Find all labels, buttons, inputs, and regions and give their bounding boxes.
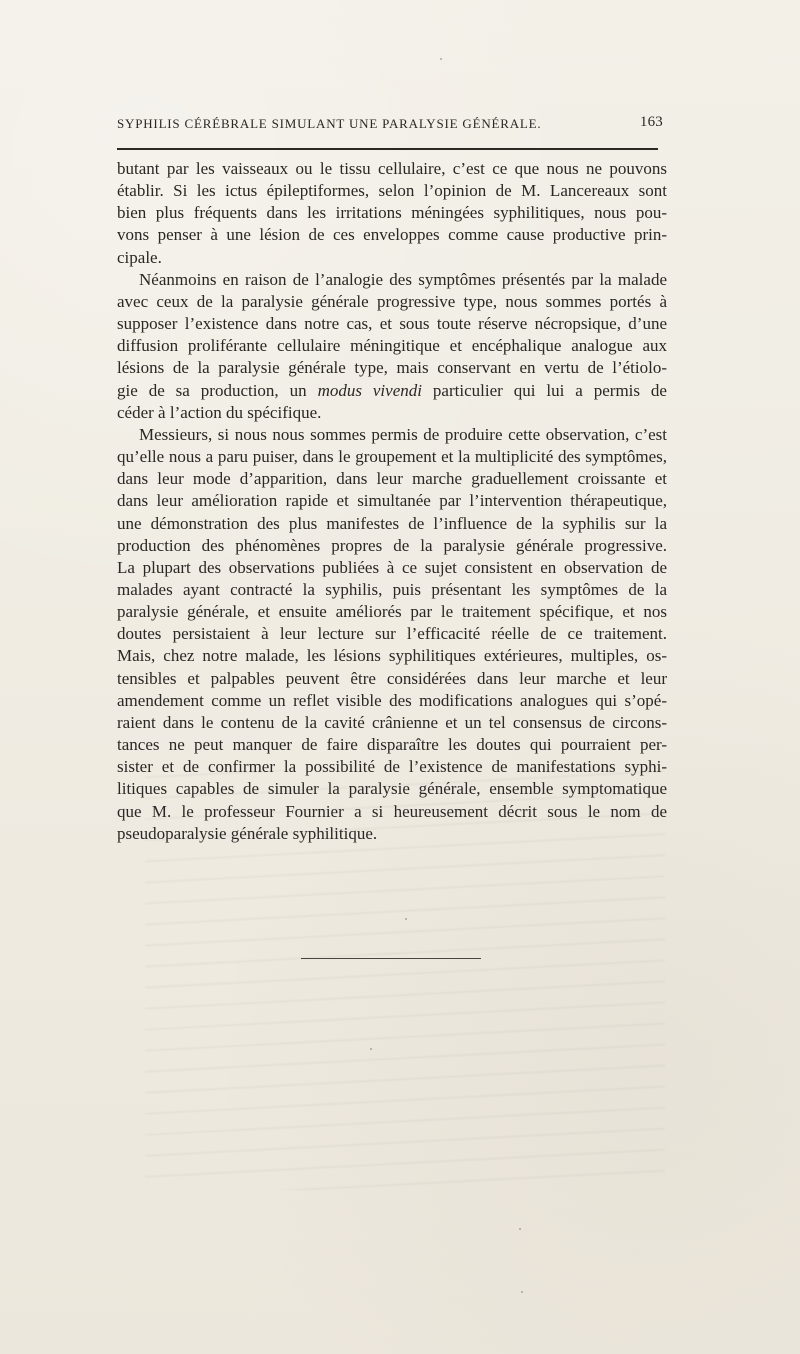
text-line: Mais, chez notre malade, les lésions syphilitiques extérieures, multiples, os-: [117, 646, 667, 666]
text-line: lésions de la paralysie générale type, mais conservant en vertu de l’étiolo-: [117, 358, 667, 378]
paper-speck: [440, 58, 442, 60]
text-line: vons penser à une lésion de ces enveloppes comme cause productive prin-: [117, 225, 667, 245]
running-title: SYPHILIS CÉRÉBRALE SIMULANT UNE PARALYSIE GÉNÉRALE.: [117, 116, 542, 131]
italic-phrase: modus vivendi: [317, 380, 422, 400]
text-line: butant par les vaisseaux ou le tissu cellulaire, c’est ce que nous ne pouvons: [117, 159, 667, 178]
text-line: doutes persistaient à leur lecture sur l’efficacité réelle de ce traitement.: [117, 624, 667, 644]
text-line: qu’elle nous a paru puiser, dans le groupement et la multiplicité des symptômes,: [117, 447, 667, 467]
text-line: avec ceux de la paralysie générale progressive type, nous sommes portés à: [117, 291, 667, 311]
text-line: que M. le professeur Fournier a si heureusement décrit sous le nom de: [117, 801, 667, 821]
text-line: Néanmoins en raison de l’analogie des symptômes présentés par la malade: [139, 269, 667, 289]
header-rule: [117, 148, 658, 150]
text-line: tensibles et palpables peuvent être considérées dans leur marche et leur: [117, 668, 667, 688]
text-line: pseudoparalysie générale syphilitique.: [117, 823, 378, 843]
page-number: 163: [639, 114, 663, 130]
paper-speck: [405, 918, 407, 920]
text-line: établir. Si les ictus épileptiformes, selon l’opinion de M. Lancereaux sont: [117, 181, 667, 201]
text-line: céder à l’action du spécifique.: [117, 402, 322, 422]
text-line: tances ne peut manquer de faire disparaître les doutes qui pourraient per-: [117, 735, 667, 755]
text-line: sister et de confirmer la possibilité de l’existence de manifestations syphi-: [117, 757, 667, 777]
text-segment: gie de sa production, un: [117, 380, 318, 400]
text-line: litiques capables de simuler la paralysie générale, ensemble symptomatique: [117, 779, 667, 799]
paper-speck: [519, 1228, 521, 1230]
running-head: [95, 116, 675, 140]
text-line: bien plus fréquents dans les irritations méningées syphilitiques, nous pou-: [117, 203, 667, 223]
text-line: Messieurs, si nous nous sommes permis de produire cette observation, c’est: [139, 424, 667, 444]
text-line: malades ayant contracté la syphilis, puis présentant les symptômes de la: [117, 579, 667, 599]
text-line: La plupart des observations publiées à ce sujet consistent en observation de: [117, 557, 667, 577]
closing-rule: [301, 958, 481, 959]
text-line: supposer l’existence dans notre cas, et sous toute réserve nécropsique, d’une: [117, 314, 667, 334]
text-line: production des phénomènes propres de la paralysie générale progressive.: [117, 535, 667, 555]
text-line: dans leur amélioration rapide et simultanée par l’intervention thérapeutique,: [117, 491, 667, 511]
text-segment: particulier qui lui a permis de: [421, 380, 667, 400]
text-line: amendement comme un reflet visible des modifications analogues qui s’opé-: [117, 690, 667, 710]
paper-speck: [521, 1291, 523, 1293]
text-line: diffusion proliférante cellulaire méningitique et encéphalique analogue aux: [117, 336, 667, 356]
text-line: [117, 380, 667, 402]
text-line: dans leur mode d’apparition, dans leur marche graduellement croissante et: [117, 469, 667, 489]
text-line: paralysie générale, et ensuite améliorés par le traitement spécifique, et nos: [117, 602, 667, 622]
text-line: cipale.: [117, 247, 162, 267]
text-line: une démonstration des plus manifestes de l’influence de la syphilis sur la: [117, 513, 667, 533]
paper-speck: [370, 1048, 372, 1050]
body-text: [117, 158, 667, 845]
text-line: raient dans le contenu de la cavité crânienne et un tel consensus de circons-: [117, 712, 667, 732]
